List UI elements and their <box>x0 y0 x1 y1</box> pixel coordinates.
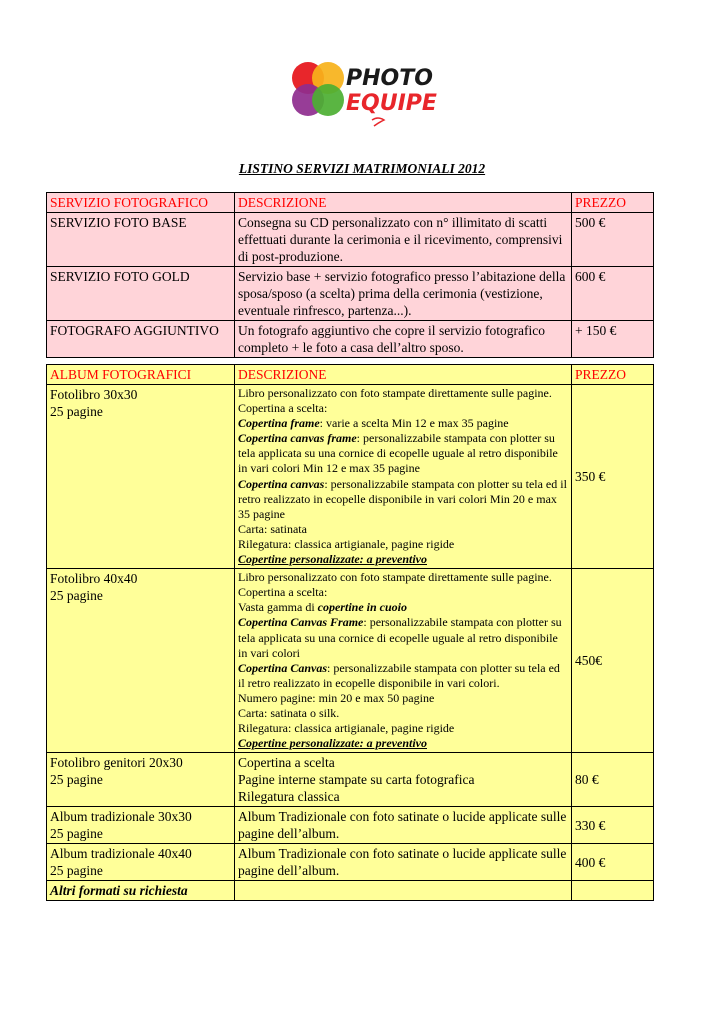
album-description: Libro personalizzato con foto stampate direttamente sulle pagine. Copertina a scelta: Vasta gamma di copertine in cuoio Copertina Canvas Frame: personalizzabile stampata con plotter su tela applicata su una cornice di ecopelle uguale al retro disponibile in vari colori Copertina Canvas: personalizzabile stampata con plotter su tela ed il retro realizzato in ecopelle disponibile in vari colori. Numero pagine: min 20 e max 50 pagine Carta: satinata o silk. Rilegatura: classica artigianale, pagine rigide Copertine personalizzate: a preventivo <box>235 569 572 753</box>
album-price: 450€ <box>572 569 654 753</box>
service-name: FOTOGRAFO AGGIUNTIVO <box>47 321 235 358</box>
albums-table <box>46 364 654 901</box>
album-description: Album Tradizionale con foto satinate o lucide applicate sulle pagine dell’album. <box>235 807 572 844</box>
table-header-row <box>47 193 654 213</box>
table-row <box>47 807 654 844</box>
album-description: Album Tradizionale con foto satinate o lucide applicate sulle pagine dell’album. <box>235 844 572 881</box>
table-row <box>47 385 654 569</box>
album-title: Fotolibro 30x30 <box>50 387 138 402</box>
empty-cell <box>572 881 654 901</box>
service-name: SERVIZIO FOTO GOLD <box>47 267 235 321</box>
album-description: Copertina a scelta Pagine interne stampate su carta fotografica Rilegatura classica <box>235 753 572 807</box>
album-name <box>47 753 235 807</box>
service-name: SERVIZIO FOTO BASE <box>47 213 235 267</box>
table-row <box>47 267 654 321</box>
table-row <box>47 321 654 358</box>
footer-note: Altri formati su richiesta <box>47 881 235 901</box>
table-row <box>47 213 654 267</box>
header-description: DESCRIZIONE <box>235 365 572 385</box>
page-title: LISTINO SERVIZI MATRIMONIALI 2012 <box>238 161 486 176</box>
album-name <box>47 807 235 844</box>
service-price: 600 € <box>572 267 654 321</box>
header-price: PREZZO <box>572 193 654 213</box>
album-name <box>47 569 235 753</box>
album-title: Fotolibro genitori 20x30 <box>50 755 183 771</box>
album-title: Fotolibro 40x40 <box>50 571 138 587</box>
table-row <box>47 753 654 807</box>
album-pages: 25 pagine <box>50 826 103 842</box>
header-description: DESCRIZIONE <box>235 193 572 213</box>
album-pages: 25 pagine <box>50 404 103 419</box>
service-description: Servizio base + servizio fotografico presso l’abitazione della sposa/sposo (a scelta) prima della cerimonia (vestizione, eventuale rinfresco, partenza...). <box>235 267 572 321</box>
album-name <box>47 385 235 569</box>
service-description: Consegna su CD personalizzato con n° illimitato di scatti effettuati durante la cerimonia e il ricevimento, comprensivi di post-produzione. <box>235 213 572 267</box>
album-price: 330 € <box>572 807 654 844</box>
header-service: SERVIZIO FOTOGRAFICO <box>47 193 235 213</box>
album-pages: 25 pagine <box>50 588 103 604</box>
logo-text-line1: PHOTO <box>346 66 433 91</box>
services-table <box>46 192 654 358</box>
service-price: 500 € <box>572 213 654 267</box>
album-title: Album tradizionale 40x40 <box>50 846 192 862</box>
logo-text-line2: EQUIPE <box>346 91 437 116</box>
table-row <box>47 844 654 881</box>
table-row <box>47 881 654 901</box>
empty-cell <box>235 881 572 901</box>
album-price: 80 € <box>572 753 654 807</box>
album-description: Libro personalizzato con foto stampate direttamente sulle pagine. Copertina a scelta: Copertina frame: varie a scelta Min 12 e max 35 pagine Copertina canvas frame: personalizzabile stampata con plotter su tela applicata su una cornice di ecopelle uguale al retro disponibile in vari colori Min 12 e max 35 pagine Copertina canvas: personalizzabile stampata con plotter su tela ed il retro realizzato in ecopelle disponibile in vari colori Min 20 e max 35 pagine Carta: satinata Rilegatura: classica artigianale, pagine rigide Copertine personalizzate: a preventivo <box>235 385 572 569</box>
album-price: 400 € <box>572 844 654 881</box>
photo-equipe-logo <box>284 56 444 136</box>
album-pages: 25 pagine <box>50 863 103 879</box>
album-name <box>47 844 235 881</box>
album-title: Album tradizionale 30x30 <box>50 809 192 825</box>
table-header-row <box>47 365 654 385</box>
album-pages: 25 pagine <box>50 772 103 788</box>
album-price: 350 € <box>572 385 654 569</box>
service-description: Un fotografo aggiuntivo che copre il servizio fotografico completo + le foto a casa dell’altro sposo. <box>235 321 572 358</box>
header-price: PREZZO <box>572 365 654 385</box>
header-album: ALBUM FOTOGRAFICI <box>47 365 235 385</box>
table-row <box>47 569 654 753</box>
service-price: + 150 € <box>572 321 654 358</box>
